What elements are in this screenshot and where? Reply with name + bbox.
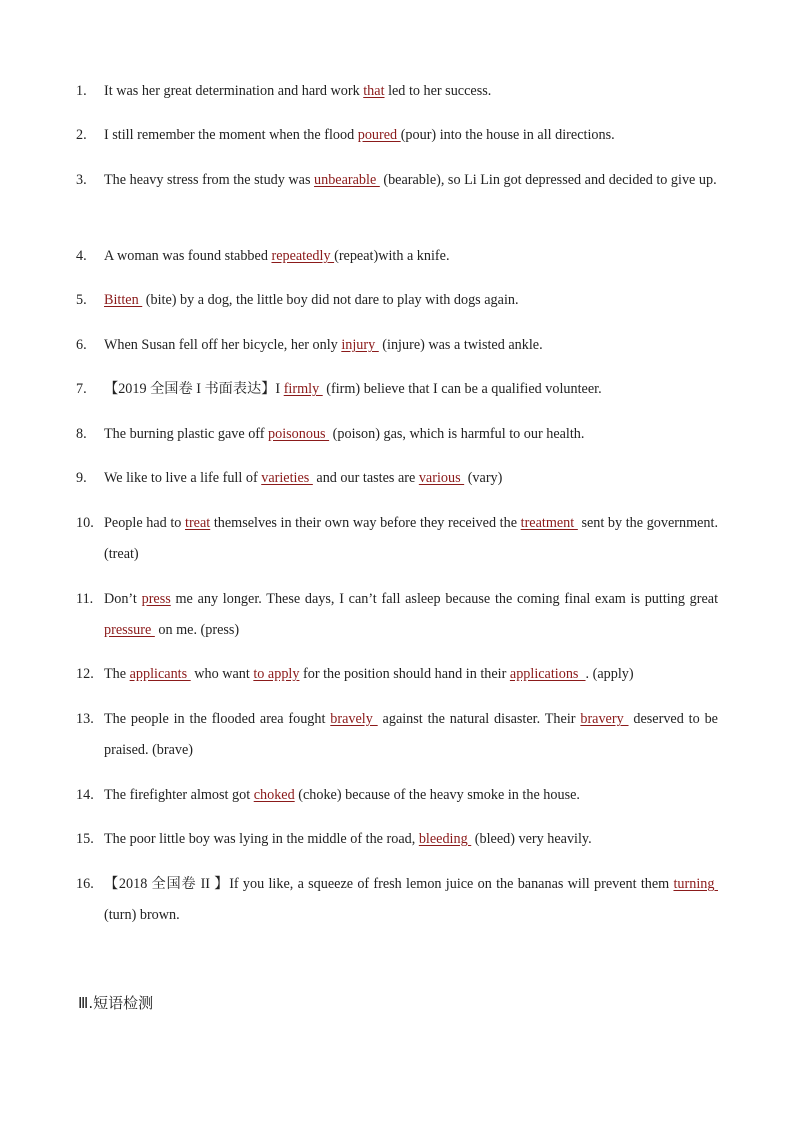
item-text-segment: deserved to be praised. (brave) — [104, 711, 718, 758]
exercise-item — [76, 241, 718, 272]
item-text — [104, 508, 718, 570]
item-text-segment: led to her success. — [384, 83, 492, 99]
item-text — [104, 659, 718, 690]
item-text — [104, 285, 718, 316]
answer-blank: injury — [341, 337, 379, 353]
exercise-item — [76, 659, 718, 690]
exercise-item — [76, 419, 718, 450]
exercise-item — [76, 869, 718, 931]
exercise-item — [76, 285, 718, 316]
answer-blank: unbearable — [314, 172, 380, 188]
item-number: 13. — [76, 711, 94, 727]
item-text-segment: (repeat)with a knife. — [334, 248, 450, 264]
item-text-segment: (choke) because of the heavy smoke in the house. — [294, 787, 580, 803]
exercise-item — [76, 120, 718, 151]
item-text-segment: The poor little boy was lying in the middle of the road, — [104, 831, 419, 847]
item-number: 6. — [76, 337, 87, 353]
answer-blank: treat — [185, 515, 211, 531]
item-text — [104, 869, 718, 931]
answer-blank: choked — [253, 787, 295, 803]
answer-blank: applications — [509, 666, 586, 682]
item-text-segment: 【2018 全国卷 II 】If you like, a squeeze of fresh lemon juice on the bananas will prevent them — [104, 876, 674, 892]
item-number: 7. — [76, 381, 87, 397]
item-text-segment: (injure) was a twisted ankle. — [378, 337, 543, 353]
answer-blank: that — [363, 83, 385, 99]
exercise-item — [76, 780, 718, 811]
item-number: 2. — [76, 127, 87, 143]
item-text-segment: (bearable), so Li Lin got depressed and decided to give up. — [379, 172, 717, 188]
item-text-segment: I still remember the moment when the flood — [104, 127, 358, 143]
item-number: 9. — [76, 470, 87, 486]
exercise-item — [76, 76, 718, 107]
item-text-segment: When Susan fell off her bicycle, her only — [104, 337, 342, 353]
item-text-segment: (pour) into the house in all directions. — [400, 127, 615, 143]
answer-blank: poisonous — [268, 426, 330, 442]
item-text-segment: People had to — [104, 515, 186, 531]
exercise-item — [76, 704, 718, 766]
item-text-segment: (firm) believe that I can be a qualified volunteer. — [322, 381, 602, 397]
item-text-segment: We like to live a life full of — [104, 470, 262, 486]
item-text — [104, 463, 718, 494]
item-text-segment: The people in the flooded area fought — [104, 711, 331, 727]
item-text-segment: It was her great determination and hard work — [104, 83, 364, 99]
item-number: 11. — [76, 591, 94, 607]
item-number: 16. — [76, 876, 94, 892]
exercise-item — [76, 330, 718, 361]
section-heading: Ⅲ.短语检测 — [78, 994, 154, 1012]
answer-blank: bravery — [580, 711, 629, 727]
item-number: 1. — [76, 83, 87, 99]
item-text — [104, 330, 718, 361]
item-text-segment: against the natural disaster. Their — [377, 711, 581, 727]
item-number: 8. — [76, 426, 87, 442]
item-text — [104, 76, 718, 107]
item-text-segment: me any longer. These days, I can’t fall asleep because the coming final exam is putting great — [170, 591, 719, 607]
item-text-segment: for the position should hand in their — [299, 666, 510, 682]
answer-blank: bravely — [330, 711, 378, 727]
item-text-segment: The — [104, 666, 130, 682]
item-text — [104, 584, 718, 646]
item-text-segment: 【2019 全国卷 I 书面表达】I — [104, 381, 284, 397]
exercise-item — [76, 463, 718, 494]
exercise-item — [76, 584, 718, 646]
item-text — [104, 374, 718, 405]
item-text-segment: (turn) brown. — [104, 907, 180, 923]
answer-blank: bleeding — [418, 831, 472, 847]
item-text — [104, 419, 718, 450]
exercise-item — [76, 374, 718, 405]
answer-blank: press — [141, 591, 171, 607]
item-number: 3. — [76, 172, 87, 188]
item-text-segment: sent by the government. (treat) — [104, 515, 719, 562]
item-text-segment: . (apply) — [585, 666, 634, 682]
item-text — [104, 704, 718, 766]
item-text-segment: (bite) by a dog, the little boy did not dare to play with dogs again. — [142, 292, 519, 308]
item-number: 10. — [76, 515, 94, 531]
item-number: 14. — [76, 787, 94, 803]
item-text-segment: and our tastes are — [312, 470, 419, 486]
answer-blank: firmly — [283, 381, 323, 397]
answer-blank: applicants — [129, 666, 191, 682]
exercise-item — [76, 165, 718, 196]
exercise-item — [76, 508, 718, 570]
item-text-segment: The heavy stress from the study was — [104, 172, 315, 188]
item-text — [104, 241, 718, 272]
item-number: 4. — [76, 248, 87, 264]
answer-blank: turning — [673, 876, 718, 892]
item-text-segment: (bleed) very heavily. — [471, 831, 592, 847]
item-text-segment: Don’t — [104, 591, 142, 607]
answer-blank: to apply — [253, 666, 300, 682]
item-text — [104, 780, 718, 811]
answer-blank: varieties — [261, 470, 313, 486]
item-text — [104, 165, 718, 196]
answer-blank: poured — [357, 127, 401, 143]
item-text-segment: themselves in their own way before they received the — [210, 515, 521, 531]
item-text-segment: The firefighter almost got — [104, 787, 254, 803]
item-text-segment: (poison) gas, which is harmful to our health. — [329, 426, 585, 442]
item-number: 5. — [76, 292, 87, 308]
answer-blank: Bitten — [104, 292, 143, 308]
item-number: 12. — [76, 666, 94, 682]
item-text-segment: who want — [190, 666, 254, 682]
item-text-segment: A woman was found stabbed — [104, 248, 272, 264]
item-text-segment: The burning plastic gave off — [104, 426, 269, 442]
answer-blank: pressure — [104, 622, 155, 638]
answer-blank: repeatedly — [271, 248, 335, 264]
item-number: 15. — [76, 831, 94, 847]
item-text-segment: (vary) — [464, 470, 503, 486]
item-text — [104, 824, 718, 855]
answer-blank: treatment — [520, 515, 578, 531]
answer-blank: various — [418, 470, 465, 486]
item-text — [104, 120, 718, 151]
exercise-item — [76, 824, 718, 855]
item-text-segment: on me. (press) — [154, 622, 240, 638]
